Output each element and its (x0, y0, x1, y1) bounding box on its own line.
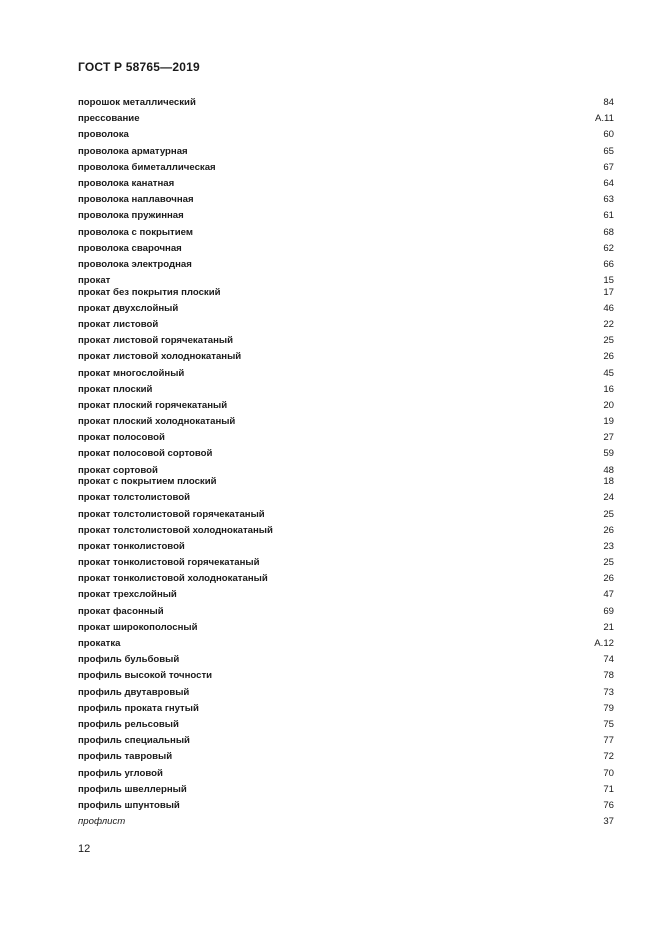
index-entry (78, 257, 614, 273)
index-page-ref: 23 (603, 540, 614, 552)
index-entry (78, 176, 614, 192)
index-term: проволока с покрытием (78, 226, 193, 238)
index-term: прокат широкополосный (78, 621, 198, 633)
index-term: прокат без покрытия плоский (78, 286, 221, 298)
index-term: прокат тонколистовой холоднокатаный (78, 573, 268, 585)
index-term: проволока биметаллическая (78, 161, 216, 173)
index-page-ref: 26 (603, 351, 614, 363)
index-page-ref: 16 (603, 383, 614, 395)
index-term: проволока наплавочная (78, 194, 194, 206)
index-entry (78, 273, 614, 285)
index-term: прокат фасонный (78, 605, 164, 617)
page-number: 12 (78, 843, 91, 855)
index-page-ref: 25 (603, 557, 614, 569)
index-page-ref: 71 (603, 783, 614, 795)
index-term: прокат полосовой (78, 432, 165, 444)
index-term: профиль двутавровый (78, 686, 190, 698)
index-entry (78, 668, 614, 684)
index-page-ref: 84 (603, 97, 614, 108)
index-term: проволока арматурная (78, 145, 188, 157)
index-page-ref: 68 (603, 226, 614, 238)
index-entry (78, 333, 614, 349)
index-term: прессование (78, 113, 140, 125)
index-entry (78, 225, 614, 241)
index-entry (78, 539, 614, 555)
index-entry (78, 192, 614, 208)
index-page-ref: 72 (603, 751, 614, 763)
index-term: профиль рельсовый (78, 718, 179, 730)
index-page-ref: 18 (603, 476, 614, 488)
index-entry (78, 604, 614, 620)
index-page-ref: 48 (603, 464, 614, 476)
index-entry (78, 685, 614, 701)
index-page-ref: 63 (603, 194, 614, 206)
index-entry (78, 301, 614, 317)
index-term: прокат с покрытием плоский (78, 476, 217, 488)
index-entry (78, 398, 614, 414)
index-page-ref: 79 (603, 702, 614, 714)
index-term: прокат листовой холоднокатаный (78, 351, 242, 363)
index-entry (78, 111, 614, 127)
index-page-ref: 78 (603, 670, 614, 682)
index-entry (78, 620, 614, 636)
index-entry (78, 717, 614, 733)
index-entry (78, 349, 614, 365)
index-page-ref: А.11 (594, 113, 614, 125)
index-term: прокат сортовой (78, 464, 158, 476)
index-page-ref: 47 (603, 589, 614, 601)
index-page-ref: 20 (603, 399, 614, 411)
index-term: профиль специальный (78, 735, 190, 747)
index-page-ref: 76 (603, 799, 614, 811)
index-entry (78, 571, 614, 587)
index-entry (78, 766, 614, 782)
index-page-ref: 19 (603, 416, 614, 428)
index-term: профиль тавровый (78, 751, 173, 763)
index-page-ref: 65 (603, 145, 614, 157)
index-term: прокат плоский горячекатаный (78, 399, 228, 411)
index-term: прокат двухслойный (78, 302, 179, 314)
index-term: проволока пружинная (78, 210, 184, 222)
index-term: профиль бульбовый (78, 654, 180, 666)
index-entry (78, 285, 614, 301)
index-page-ref: 64 (603, 177, 614, 189)
index-term: прокат листовой (78, 318, 159, 330)
index-entry (78, 208, 614, 224)
index-entry (78, 317, 614, 333)
index-term: прокат толстолистовой (78, 492, 190, 504)
index-term: проволока (78, 129, 129, 141)
index-term: прокат плоский холоднокатаный (78, 416, 236, 428)
index-page-ref: 15 (603, 275, 614, 287)
index-term: профиль высокой точности (78, 670, 213, 682)
index-entry (78, 430, 614, 446)
index-term: профиль угловой (78, 767, 163, 779)
document-header: ГОСТ Р 58765—2019 (78, 60, 200, 74)
index-term: прокатка (78, 638, 121, 649)
index-entry (78, 555, 614, 571)
index-entry (78, 241, 614, 257)
index-page-ref: 69 (603, 605, 614, 617)
index-term: проволока канатная (78, 177, 175, 189)
index-term: порошок металлический (78, 97, 196, 108)
index-entry (78, 523, 614, 539)
index-term: прокат тонколистовой (78, 540, 185, 552)
index-term: прокат толстолистовой холоднокатаный (78, 524, 273, 536)
index-entry (78, 144, 614, 160)
index-page-ref: 22 (603, 318, 614, 330)
index-page-ref: 21 (603, 621, 614, 633)
index-term: профиль проката гнутый (78, 702, 199, 714)
index-page-ref: 27 (603, 432, 614, 444)
index-term: прокат толстолистовой горячекатаный (78, 508, 265, 520)
index-page-ref: 61 (603, 210, 614, 222)
index-page-ref: 25 (603, 335, 614, 347)
index-term: прокат (78, 275, 111, 287)
index-page-ref: 77 (603, 735, 614, 747)
index-term: прокат полосовой сортовой (78, 448, 213, 460)
index-term: профиль швеллерный (78, 783, 187, 795)
index-entry (78, 701, 614, 717)
index-term: прокат листовой горячекатаный (78, 335, 233, 347)
index-page-ref: 75 (603, 718, 614, 730)
index-page-ref: 25 (603, 508, 614, 520)
index-page-ref: 67 (603, 161, 614, 173)
index-term: прокат плоский (78, 383, 153, 395)
index-page-ref: 73 (603, 686, 614, 698)
index-page-ref: 45 (603, 367, 614, 379)
index-page-ref: 17 (603, 286, 614, 298)
index-entry (78, 366, 614, 382)
index-entry (78, 463, 614, 475)
index-term: профлист (78, 816, 126, 828)
index-entry (78, 414, 614, 430)
index-page-ref: 26 (603, 524, 614, 536)
index-entry (78, 652, 614, 668)
index-entry (78, 127, 614, 143)
index-page-ref: А.12 (594, 638, 614, 649)
index-entry (78, 474, 614, 490)
index-entry (78, 446, 614, 462)
index-page-ref: 62 (603, 242, 614, 254)
index-entry (78, 95, 614, 111)
index-entry (78, 382, 614, 398)
index-entry (78, 749, 614, 765)
index-term: профиль шпунтовый (78, 799, 180, 811)
index-entry (78, 733, 614, 749)
index-entry (78, 636, 614, 652)
index-page-ref: 74 (603, 654, 614, 666)
index-term: прокат тонколистовой горячекатаный (78, 557, 260, 569)
index-entry (78, 490, 614, 506)
index-term: проволока сварочная (78, 242, 182, 254)
index-entry (78, 587, 614, 603)
index-term: прокат многослойный (78, 367, 185, 379)
index-page-ref: 60 (603, 129, 614, 141)
index-page-ref: 70 (603, 767, 614, 779)
index-page-ref: 37 (603, 816, 614, 828)
term-index (78, 95, 614, 830)
index-page-ref: 46 (603, 302, 614, 314)
index-entry (78, 814, 614, 830)
index-term: прокат трехслойный (78, 589, 177, 601)
index-page-ref: 24 (603, 492, 614, 504)
index-page-ref: 26 (603, 573, 614, 585)
index-term: проволока электродная (78, 258, 192, 270)
index-entry (78, 798, 614, 814)
index-page-ref: 66 (603, 258, 614, 270)
index-entry (78, 507, 614, 523)
index-entry (78, 782, 614, 798)
index-entry (78, 160, 614, 176)
index-page-ref: 59 (603, 448, 614, 460)
